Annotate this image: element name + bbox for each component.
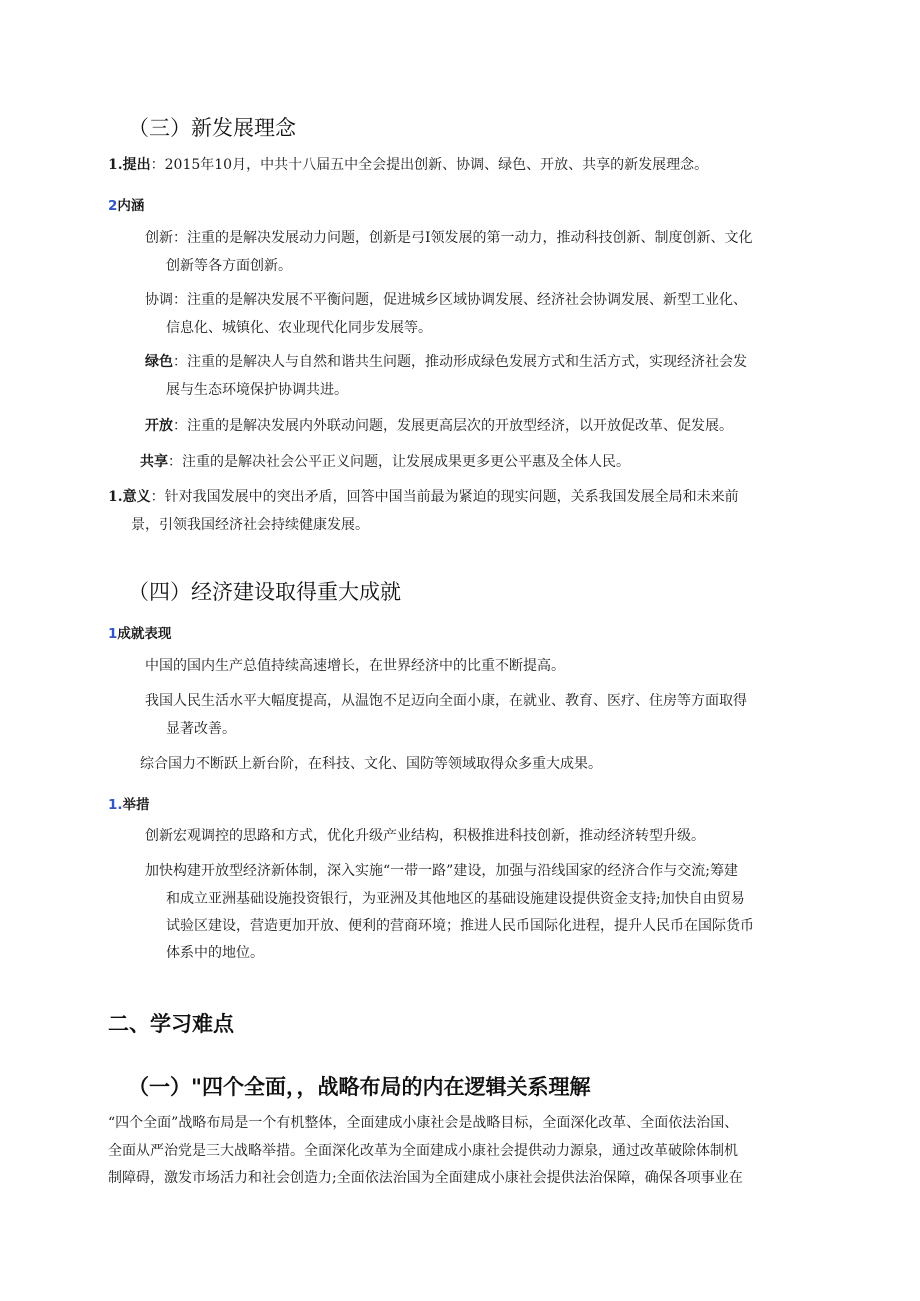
concept-label: 创新 — [145, 230, 173, 246]
concept-sharing — [140, 455, 630, 469]
sub-heading-measures — [108, 793, 150, 813]
concept-coordination — [145, 293, 747, 307]
achievement-line: 中国的国内生产总值持续高速增长，在世界经济中的比重不断提高。 — [145, 658, 565, 674]
item-label: 内涵 — [117, 198, 145, 214]
measure-line: 加快构建开放型经济新体制，深入实施“一带一路”建设，加强与沿线国家的经济合作与交流;筹建 — [145, 863, 739, 879]
measure-line: 体系中的地位。 — [166, 945, 264, 961]
sub-number: 1 — [108, 626, 118, 642]
achievement-line: 我国人民生活水平大幅度提高，从温饱不足迈向全面小康，在就业、教育、医疗、住房等方面取得 — [145, 693, 747, 709]
item-label: 意义 — [122, 489, 151, 505]
item-connotation — [108, 194, 144, 214]
measure-line: 试验区建设，营造更加开放、便利的营商环境；推进人民币国际化进程，提升人民币在国际货币 — [166, 918, 754, 934]
concept-line1: ：注重的是解决发展内外联动问题，发展更高层次的开放型经济，以开放促改革、促发展。 — [173, 418, 733, 434]
measure-line: 创新宏观调控的思路和方式，优化升级产业结构，积极推进科技创新，推动经济转型升级。 — [145, 828, 705, 844]
concept-label: 协调 — [145, 292, 173, 308]
concept-green — [145, 355, 747, 369]
part-heading-learning-difficulties: 二、学习难点 — [108, 1012, 234, 1036]
item-proposal — [108, 158, 708, 172]
item-label: 提出 — [122, 157, 151, 173]
sub-heading-achievements — [108, 622, 171, 642]
concept-line2: 展与生态环境保护协调共进。 — [166, 382, 348, 398]
paragraph-line: 制障碍，激发市场活力和社会创造力;全面依法治国为全面建成小康社会提供法治保障，确保各项事业在 — [108, 1170, 743, 1186]
concept-line2: 信息化、城镇化、农业现代化同步发展等。 — [166, 320, 432, 336]
achievement-line2: 显著改善。 — [166, 721, 236, 737]
concept-line2: 创新等各方面创新。 — [166, 258, 292, 274]
measure-line: 和成立亚洲基础设施投资银行，为亚洲及其他地区的基础设施建设提供资金支持;加快自由贸易 — [166, 891, 745, 907]
item-number: 1. — [108, 157, 123, 173]
section-heading-economic-achievements: （四）经济建设取得重大成就 — [128, 580, 401, 604]
sub-heading-four-comprehensives: （一）"四个全面，，战略布局的内在逻辑关系理解 — [128, 1075, 591, 1099]
concept-label: 共享 — [140, 454, 168, 470]
paragraph-line: 全面从严治党是三大战略举措。全面深化改革为全面建成小康社会提供动力源泉，通过改革破除体制机 — [108, 1143, 738, 1159]
paragraph-line: “四个全面”战略布局是一个有机整体，全面建成小康社会是战略目标，全面深化改革、全面依法治国、 — [108, 1115, 739, 1131]
sub-label: 成就表现 — [117, 626, 172, 642]
item-line2: 景，引领我国经济社会持续健康发展。 — [131, 517, 369, 533]
achievement-line: 综合国力不断跃上新台阶，在科技、文化、国防等领域取得众多重大成果。 — [140, 756, 602, 772]
section-heading-new-development: （三）新发展理念 — [128, 116, 296, 140]
item-number: 1. — [108, 489, 123, 505]
sub-number: 1. — [108, 797, 123, 813]
concept-label: 开放 — [145, 418, 173, 434]
concept-line1: ：注重的是解决社会公平正义问题，让发展成果更多更公平惠及全体人民。 — [168, 454, 630, 470]
concept-line1: ：注重的是解决发展动力问题，创新是弓I领发展的第一动力，推动科技创新、制度创新、文化 — [173, 230, 753, 246]
concept-innovation — [145, 231, 753, 245]
item-number: 2 — [108, 198, 118, 214]
sub-label: 举措 — [122, 797, 150, 813]
concept-line1: ：注重的是解决人与自然和谐共生问题，推动形成绿色发展方式和生活方式，实现经济社会发 — [173, 354, 747, 370]
concept-line1: ：注重的是解决发展不平衡问题，促进城乡区域协调发展、经济社会协调发展、新型工业化、 — [173, 292, 747, 308]
item-line1: ：针对我国发展中的突出矛盾，回答中国当前最为紧迫的现实问题，关系我国发展全局和未来前 — [150, 489, 739, 505]
item-significance — [108, 490, 739, 504]
concept-label: 绿色 — [145, 354, 173, 370]
concept-openness — [145, 419, 733, 433]
item-text: ：2015年10月，中共十八届五中全会提出创新、协调、绿色、开放、共享的新发展理念。 — [150, 157, 709, 173]
